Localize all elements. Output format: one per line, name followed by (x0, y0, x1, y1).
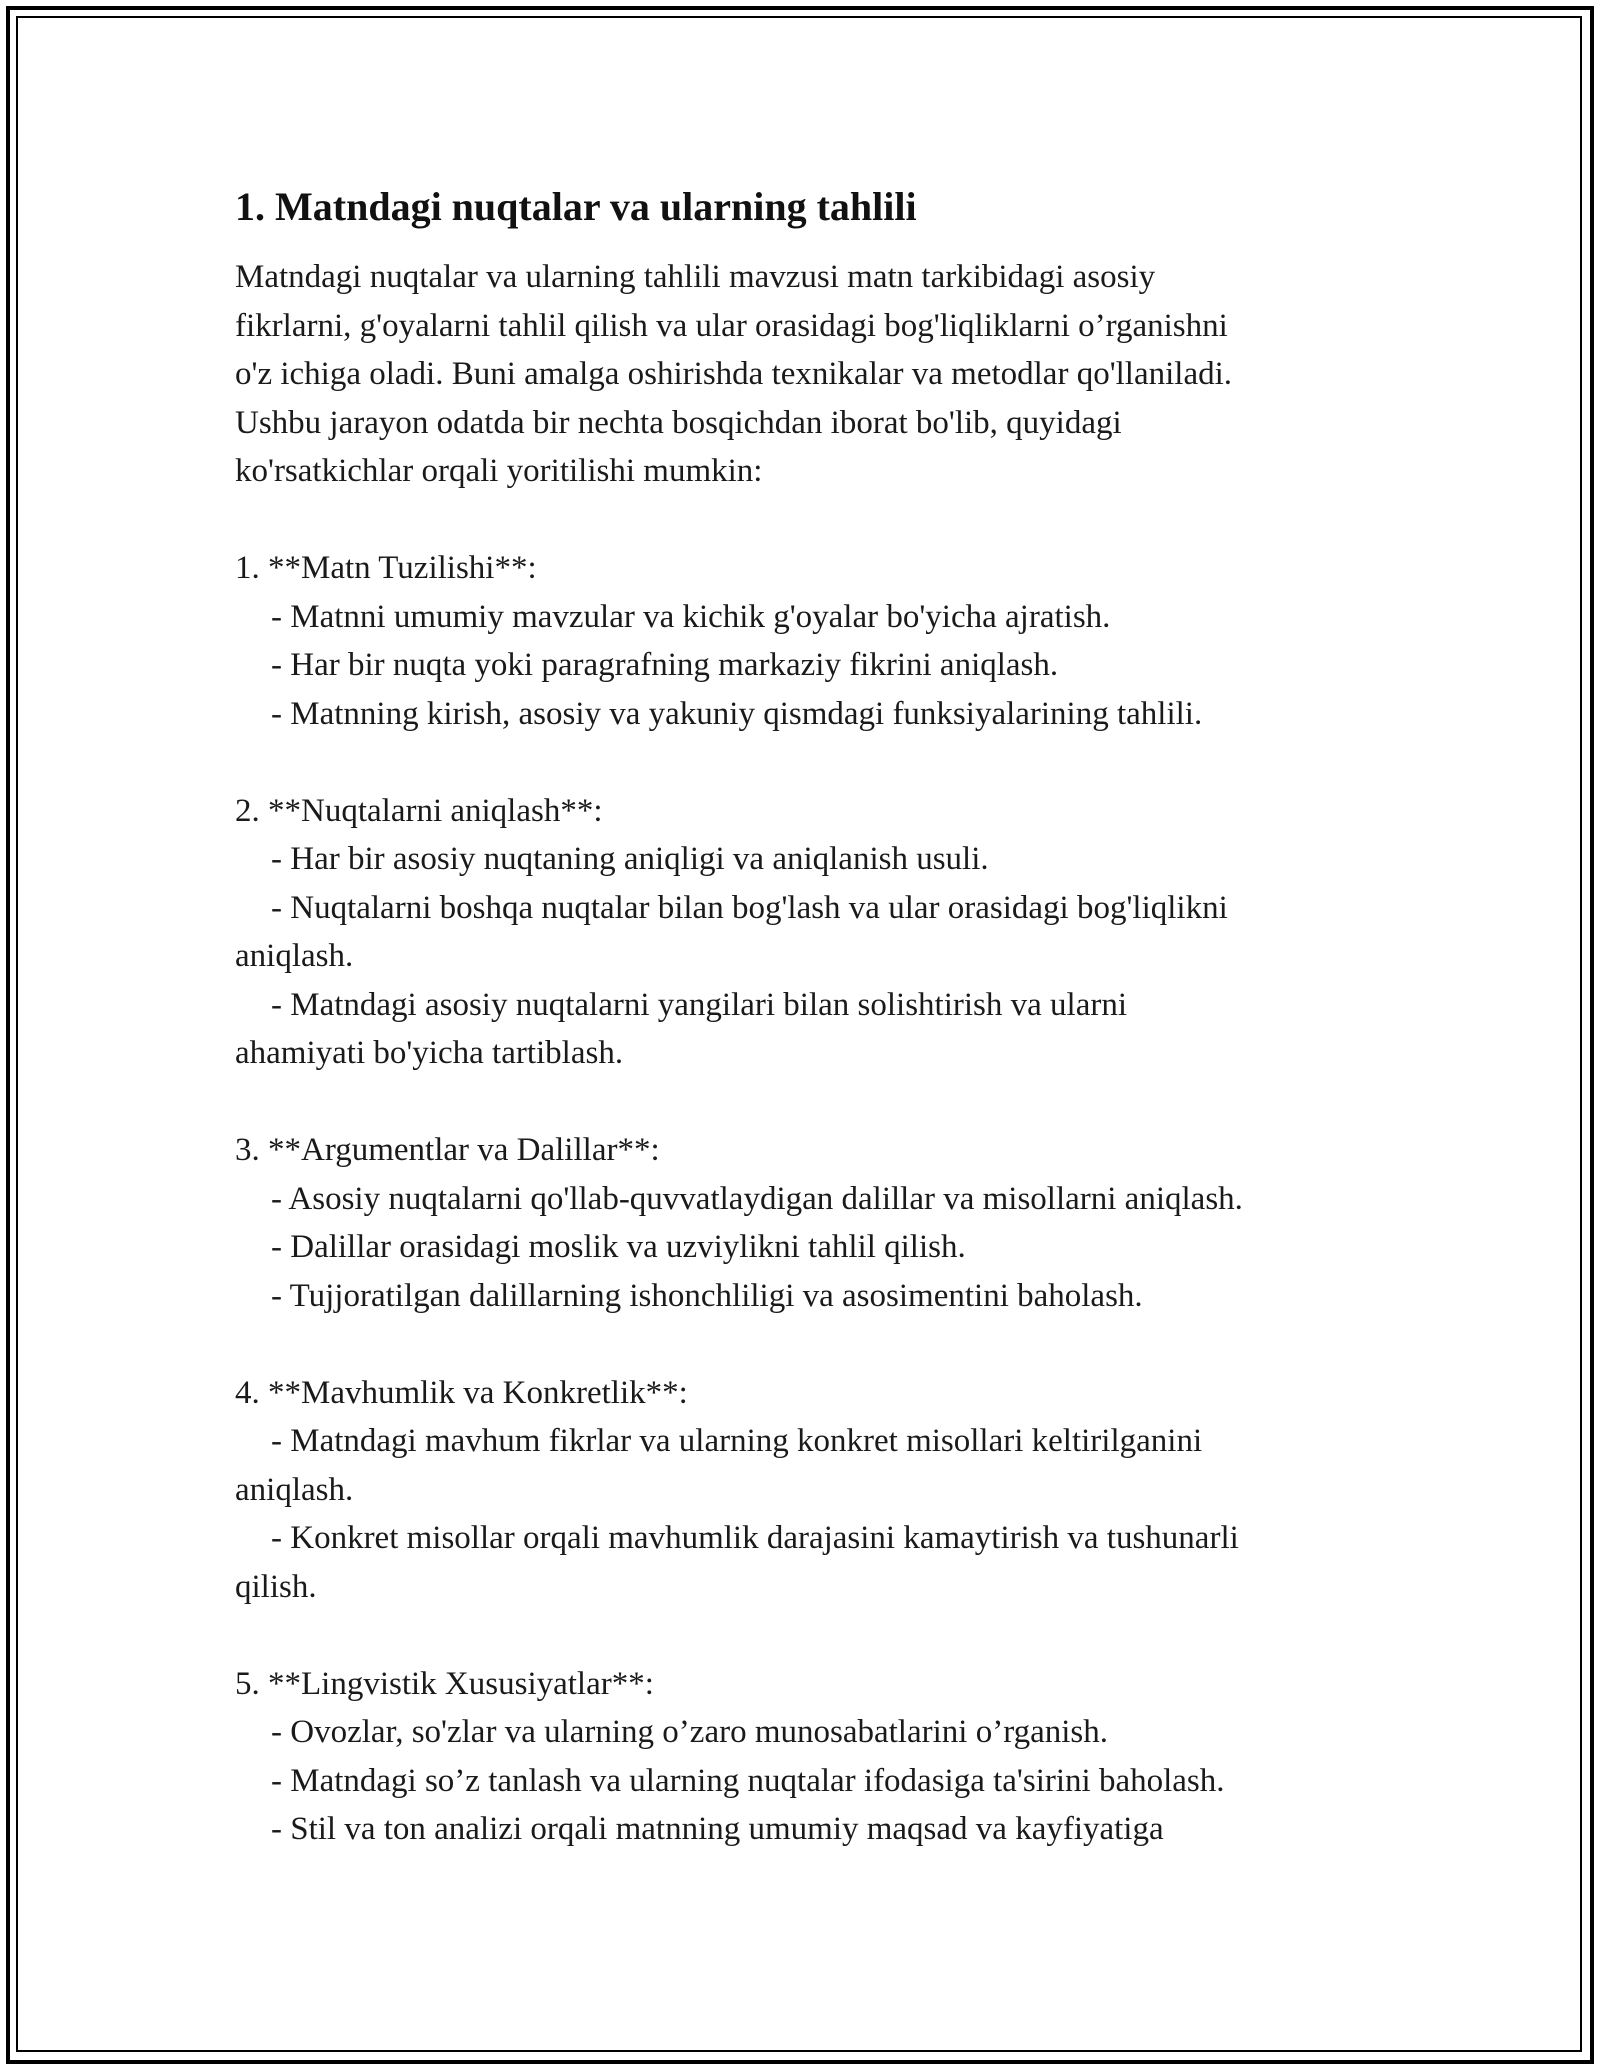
document-title: 1. Matndagi nuqtalar va ularning tahlili (235, 184, 917, 229)
section-heading: 3. **Argumentlar va Dalillar**: (235, 1132, 660, 1168)
bullet-line: - Matnning kirish, asosiy va yakuniy qismdagi funksiyalarining tahlili. (271, 695, 1203, 732)
section-argumentlar-va-dalillar (235, 1126, 1375, 1320)
intro-line: o'z ichiga oladi. Buni amalga oshirishda texnikalar va metodlar qo'llaniladi. (235, 356, 1233, 392)
intro-paragraph (235, 253, 1375, 496)
bullet-continuation: ahamiyati bo'yicha tartiblash. (235, 1035, 624, 1071)
spacer (235, 1078, 1375, 1127)
document-body (235, 183, 1375, 1854)
intro-line: Matndagi nuqtalar va ularning tahlili mavzusi matn tarkibidagi asosiy (235, 259, 1156, 295)
bullet-continuation: aniqlash. (235, 938, 354, 974)
bullet-line: - Tujjoratilgan dalillarning ishonchliligi va asosimentini baholash. (271, 1277, 1143, 1314)
bullet-line: - Matnni umumiy mavzular va kichik g'oyalar bo'yicha ajratish. (271, 598, 1111, 635)
spacer (235, 1320, 1375, 1369)
spacer (235, 738, 1375, 787)
bullet-line: - Har bir nuqta yoki paragrafning markaziy fikrini aniqlash. (271, 647, 1059, 683)
spacer (235, 1611, 1375, 1660)
bullet-line: - Dalillar orasidagi moslik va uzviylikni tahlil qilish. (271, 1229, 966, 1265)
bullet-continuation: qilish. (235, 1568, 317, 1605)
bullet-line: - Matndagi so’z tanlash va ularning nuqtalar ifodasiga ta'sirini baholash. (271, 1762, 1225, 1799)
bullet-line: - Ovozlar, so'zlar va ularning o’zaro munosabatlarini o’rganish. (271, 1714, 1108, 1750)
intro-line: ko'rsatkichlar orqali yoritilishi mumkin: (235, 453, 763, 489)
section-lingvistik-xususiyatlar (235, 1660, 1375, 1854)
section-nuqtalarni-aniqlash (235, 787, 1375, 1078)
intro-line: Ushbu jarayon odatda bir nechta bosqichdan iborat bo'lib, quyidagi (235, 404, 1122, 441)
spacer (235, 496, 1375, 545)
section-mavhumlik-va-konkretlik (235, 1369, 1375, 1612)
bullet-line: - Stil va ton analizi orqali matnning umumiy maqsad va kayfiyatiga (271, 1811, 1164, 1847)
section-heading: 1. **Matn Tuzilishi**: (235, 550, 537, 586)
bullet-line: - Konkret misollar orqali mavhumlik darajasini kamaytirish va tushunarli (271, 1520, 1239, 1556)
bullet-line: - Matndagi mavhum fikrlar va ularning konkret misollari keltirilganini (271, 1423, 1203, 1459)
bullet-line: - Asosiy nuqtalarni qo'llab-quvvatlaydigan dalillar va misollarni aniqlash. (271, 1180, 1243, 1217)
section-heading: 5. **Lingvistik Xususiyatlar**: (235, 1665, 654, 1702)
section-heading: 2. **Nuqtalarni aniqlash**: (235, 792, 603, 829)
bullet-line: - Har bir asosiy nuqtaning aniqligi va aniqlanish usuli. (271, 841, 989, 877)
section-matn-tuzilishi (235, 544, 1375, 738)
bullet-line: - Nuqtalarni boshqa nuqtalar bilan bog'lash va ular orasidagi bog'liqlikni (271, 889, 1228, 926)
bullet-line: - Matndagi asosiy nuqtalarni yangilari bilan solishtirish va ularni (271, 986, 1128, 1023)
section-heading: 4. **Mavhumlik va Konkretlik**: (235, 1374, 688, 1411)
intro-line: fikrlarni, g'oyalarni tahlil qilish va ular orasidagi bog'liqliklarni o’rganishni (235, 307, 1228, 344)
bullet-continuation: aniqlash. (235, 1471, 354, 1508)
